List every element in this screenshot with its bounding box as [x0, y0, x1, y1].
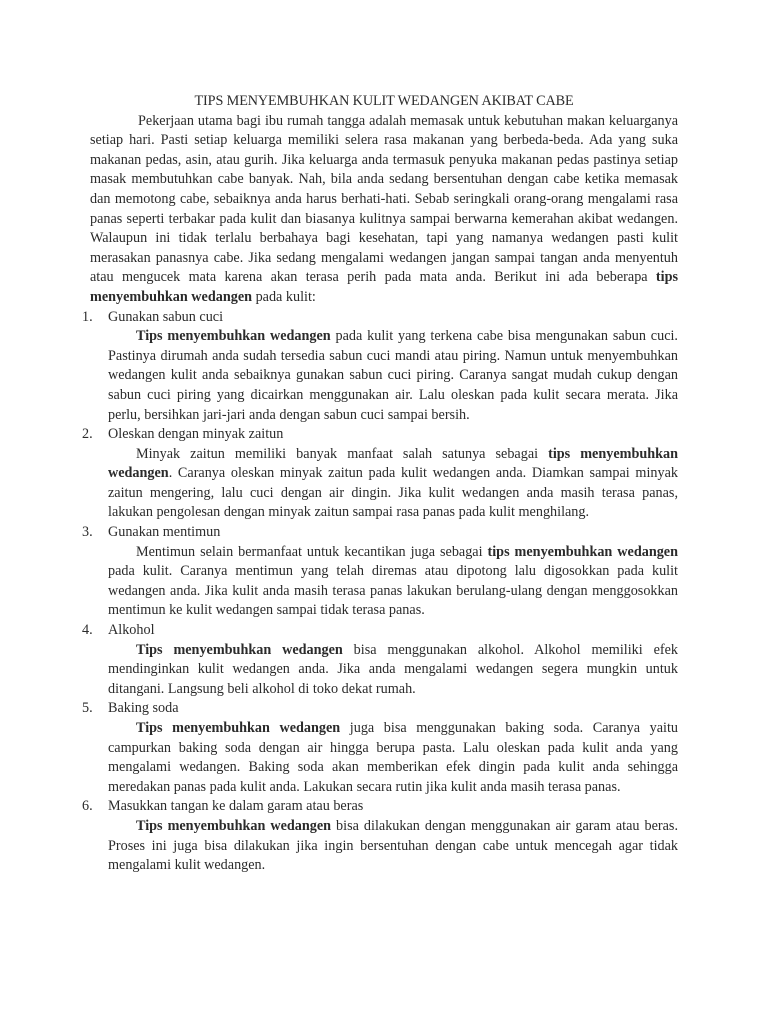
- list-item-heading-text: Masukkan tangan ke dalam garam atau beras: [108, 798, 364, 815]
- list-item-number: 2.: [82, 426, 93, 443]
- list-item-number: 3.: [82, 524, 93, 541]
- intro-text: Pekerjaan utama bagi ibu rumah tangga adalah memasak untuk kebutuhan makan keluarganya setiap hari. Pasti setiap keluarga memiliki selera rasa makanan yang berbeda-beda. Ada yang suka makanan pedas, asin, atau gurih. Jika keluarga anda termasuk penyuka makanan pedas pastinya setiap masak membutuhkan cabe banyak. Nah, bila anda sedang bersentuhan dengan cabe ketika memasak dan memotong cabe, sebaiknya anda harus berhati-hati. Sebab seringkali orang-orang mengalami rasa panas seperti terbakar pada kulit dan biasanya kulitnya sampai berwarna kemerahan akibat wedangen. Walaupun ini tidak terlalu berbahaya bagi kesehatan, tapi yang namanya wedangen pasti kulit merasakan panasnya cabe. Jika sedang mengalami wedangen jangan sampai tangan anda menyentuh atau mengucek mata karena akan terasa perih pada mata anda. Berikut ini ada beberapa: [90, 112, 678, 286]
- list-item-after-text: . Caranya oleskan minyak zaitun pada kulit wedangen anda. Diamkan sampai minyak zaitun mengering, lalu cuci dengan air dingin. Jika kulit wedangen anda masih terasa panas, lakukan pengolesan dengan minyak zaitun sampai rasa panas pada kulit menghilang.: [108, 465, 678, 521]
- list-item-bold-phrase: Tips menyembuhkan wedangen: [136, 817, 332, 834]
- list-item-heading: [82, 308, 678, 328]
- list-item-heading: [82, 425, 678, 445]
- list-item-after-text: bisa dilakukan dengan menggunakan air garam atau beras. Proses ini juga bisa dilakukan jika ingin bersentuhan dengan cabe untuk mencegah agar tidak mengalami kulit wedangen.: [108, 817, 678, 874]
- list-item-bold-phrase: tips menyembuhkan wedangen: [487, 543, 678, 560]
- list-item-after-text: pada kulit yang terkena cabe bisa mengunakan sabun cuci. Pastinya dirumah anda sudah tersedia sabun cuci mandi atau piring. Namun untuk menyembuhkan wedangen kulit anda sebaiknya gunakan sabun cuci piring. Caranya sangat mudah cukup dengan sabun cuci piring yang dicairkan menggunakan air. Lalu oleskan pada kulit secara merata. Jika perlu, bersihkan jari-jari anda dengan sabun cuci sampai bersih.: [108, 328, 678, 423]
- tips-list: [82, 308, 678, 876]
- list-item-heading: [82, 699, 678, 719]
- list-item-body: [90, 445, 678, 523]
- list-item-heading-text: Gunakan mentimun: [108, 524, 221, 541]
- list-item: [82, 425, 678, 523]
- list-item-number: 4.: [82, 622, 93, 639]
- list-item-heading-text: Alkohol: [108, 622, 155, 639]
- list-item: [82, 797, 678, 875]
- list-item-heading-text: Baking soda: [108, 700, 179, 717]
- list-item: [82, 699, 678, 797]
- document-title: TIPS MENYEMBUHKAN KULIT WEDANGEN AKIBAT CABE: [194, 93, 574, 109]
- list-item: [82, 308, 678, 426]
- intro-after-text: pada kulit:: [252, 288, 316, 305]
- list-item-after-text: bisa menggunakan alkohol. Alkohol memiliki efek mendinginkan kulit wedangen anda. Jika anda mengalami wedangen segera mungkin untuk ditangani. Langsung beli alkohol di toko dekat rumah.: [108, 641, 678, 697]
- list-item: [82, 621, 678, 699]
- list-item-body: [90, 817, 678, 876]
- list-item: [82, 523, 678, 621]
- list-item-number: 5.: [82, 700, 93, 717]
- intro-paragraph: [90, 112, 678, 308]
- list-item-before-text: Mentimun selain bermanfaat untuk kecantikan juga sebagai: [136, 543, 488, 560]
- list-item-heading: [82, 523, 678, 543]
- list-item-heading: [82, 797, 678, 817]
- list-item-bold-phrase: tips menyembuhkan wedangen: [108, 445, 678, 482]
- document-page: [82, 92, 678, 876]
- list-item-before-text: Minyak zaitun memiliki banyak manfaat salah satunya sebagai: [136, 445, 549, 462]
- list-item-heading: [82, 621, 678, 641]
- list-item-body: [90, 719, 678, 797]
- list-item-after-text: juga bisa menggunakan baking soda. Caranya yaitu campurkan baking soda dengan air hingga berupa pasta. Lalu oleskan pada kulit anda yang mengalami wedangen. Baking soda akan memberikan efek dingin pada kulit anda sehingga meredakan panas pada kulit anda. Lakukan secara rutin jika kulit anda masih terasa panas.: [108, 720, 678, 795]
- list-item-body: [90, 641, 678, 700]
- list-item-bold-phrase: Tips menyembuhkan wedangen: [136, 328, 331, 345]
- list-item-heading-text: Oleskan dengan minyak zaitun: [108, 426, 284, 443]
- list-item-body: [90, 327, 678, 425]
- list-item-number: 6.: [82, 798, 93, 815]
- list-item-body: [90, 543, 678, 621]
- list-item-bold-phrase: Tips menyembuhkan wedangen: [136, 641, 343, 658]
- list-item-number: 1.: [82, 308, 93, 325]
- list-item-bold-phrase: Tips menyembuhkan wedangen: [136, 720, 341, 736]
- list-item-after-text: pada kulit. Caranya mentimun yang telah diremas atau dipotong lalu digosokkan pada kulit wedangen anda. Jika kulit anda masih terasa panas lakukan berulang-ulang dengan menggosokkan mentimun ke kulit wedangen sampai tidak terasa panas.: [108, 563, 678, 619]
- list-item-heading-text: Gunakan sabun cuci: [108, 308, 224, 325]
- intro-bold-phrase: tips menyembuhkan wedangen: [90, 269, 678, 305]
